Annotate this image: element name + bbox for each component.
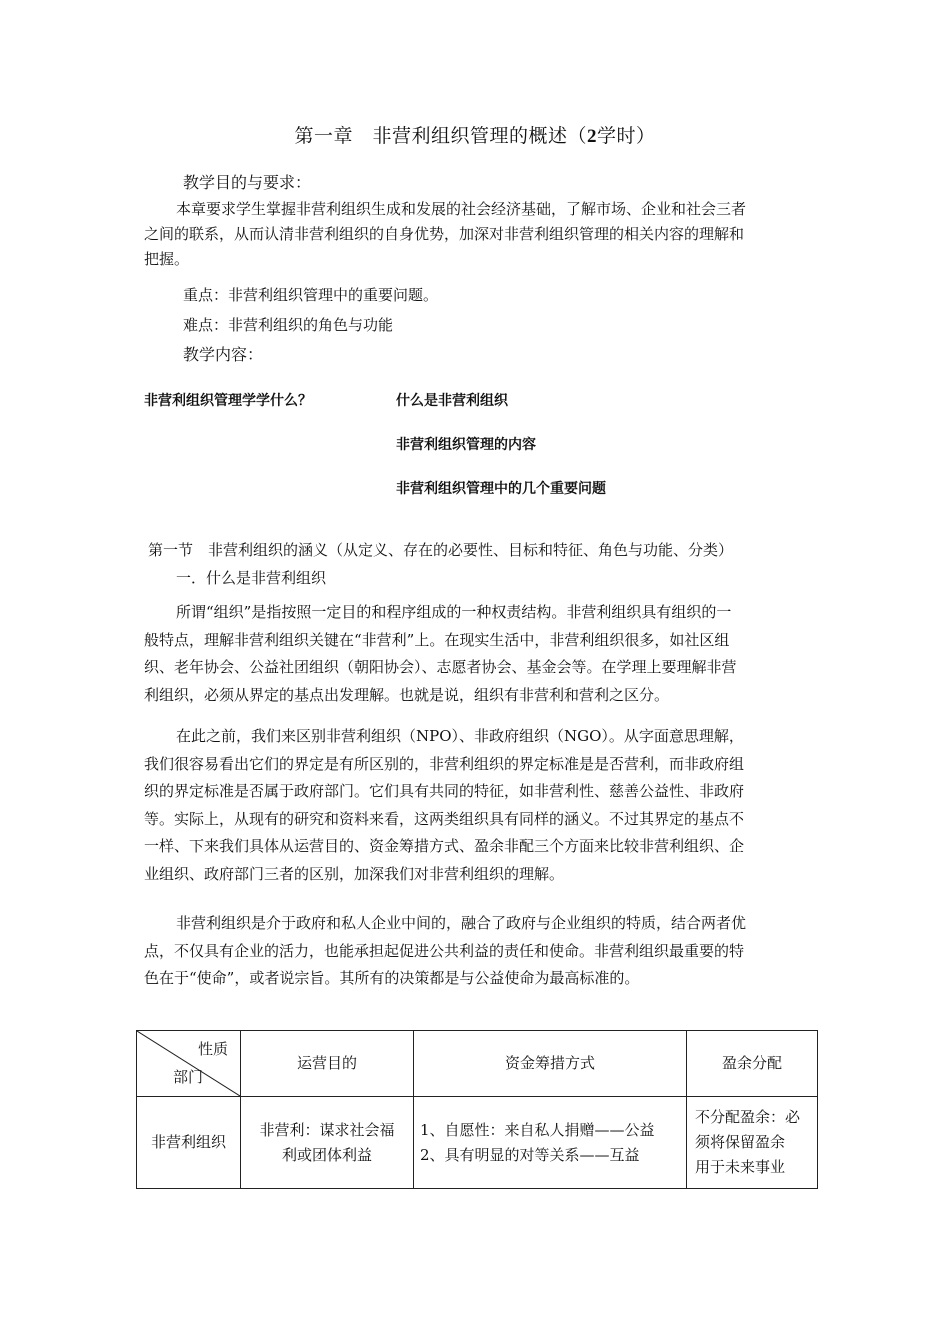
outline-item-2: 非营利组织管理的内容 (396, 437, 536, 453)
section-title: 第一节 非营利组织的涵义（从定义、存在的必要性、目标和特征、角色与功能、分类） (148, 541, 734, 559)
paragraph-3: 非营利组织是介于政府和私人企业中间的，融合了政府与企业组织的特质，结合两者优 点，不仅具有企业的活力，也能承担起促进公共利益的责任和使命。非营利组织最重要的特 色在于“使命”，或者说宗旨。其所有的决策都是与公益使命为最高标准的。 (144, 914, 747, 987)
corner-top-label: 性质 (197, 1040, 228, 1058)
table-corner-cell (137, 1031, 241, 1097)
chapter-title: 第一章 非营利组织管理的概述（2学时） (294, 125, 656, 147)
objectives-line-2: 之间的联系，从而认清非营利组织的自身优势，加深对非营利组织管理的相关内容的理解和 (144, 225, 745, 243)
table-cell-surplus: 不分配盈余：必 须将保留盈余 用于未来事业 (687, 1097, 818, 1189)
corner-bottom-label: 部门 (173, 1068, 204, 1086)
objectives-line-3: 把握。 (144, 250, 190, 268)
difficult-point: 难点：非营利组织的角色与功能 (183, 316, 394, 334)
table-header-cell: 资金筹措方式 (414, 1031, 687, 1097)
table-header-cell: 运营目的 (241, 1031, 414, 1097)
paragraph-1: 所谓“组织”是指按照一定目的和程序组成的一种权责结构。非营利组织具有组织的一 般特点，理解非营利组织关键在“非营利”上。在现实生活中，非营利组织很多，如社区组 织、老年协会、公益社团组织（朝阳协会）、志愿者协会、基金会等。在学理上要理解非营 利组织，必须从界定的基点出发理解。也就是说，组织有非营利和营利之区分。 (144, 603, 737, 704)
outline-item-1: 什么是非营利组织 (396, 393, 508, 409)
table-cell-sector: 非营利组织 (137, 1097, 241, 1189)
table-header-cell: 盈余分配 (687, 1031, 818, 1097)
outline-item-3: 非营利组织管理中的几个重要问题 (396, 481, 606, 497)
comparison-table (136, 1030, 818, 1189)
paragraph-2: 在此之前，我们来区别非营利组织（NPO）、非政府组织（NGO）。从字面意思理解， 我们很容易看出它们的界定是有所区别的，非营利组织的界定标准是是否营利，而非政府组 织的界定标准是否属于政府部门。它们具有共同的特征，如非营利性、慈善公益性、非政府 等。实际上，从现有的研究和资料来看，这两类组织具有同样的涵义。不过其界定的基点不 一样、下来我们具体从运营目的、资金筹措方式、盈余非配三个方面来比较非营利组织、企 业组织、政府部门三者的区别，加深我们对非营利组织的理解。 (144, 727, 745, 883)
table-cell-purpose: 非营利：谋求社会福 利或团体利益 (241, 1097, 414, 1189)
objectives-line-1: 本章要求学生掌握非营利组织生成和发展的社会经济基础，了解市场、企业和社会三者 (176, 200, 747, 218)
key-point: 重点：非营利组织管理中的重要问题。 (183, 286, 439, 304)
section-subtitle: 一．什么是非营利组织 (176, 569, 327, 587)
table-cell-funding: 1、自愿性：来自私人捐赠——公益 2、具有明显的对等关系——互益 (414, 1097, 687, 1189)
table-row (137, 1097, 818, 1189)
table-header-row (137, 1031, 818, 1097)
objectives-heading: 教学目的与要求： (183, 173, 312, 192)
outline-question: 非营利组织管理学学什么？ (144, 393, 312, 409)
content-heading: 教学内容： (183, 345, 264, 364)
